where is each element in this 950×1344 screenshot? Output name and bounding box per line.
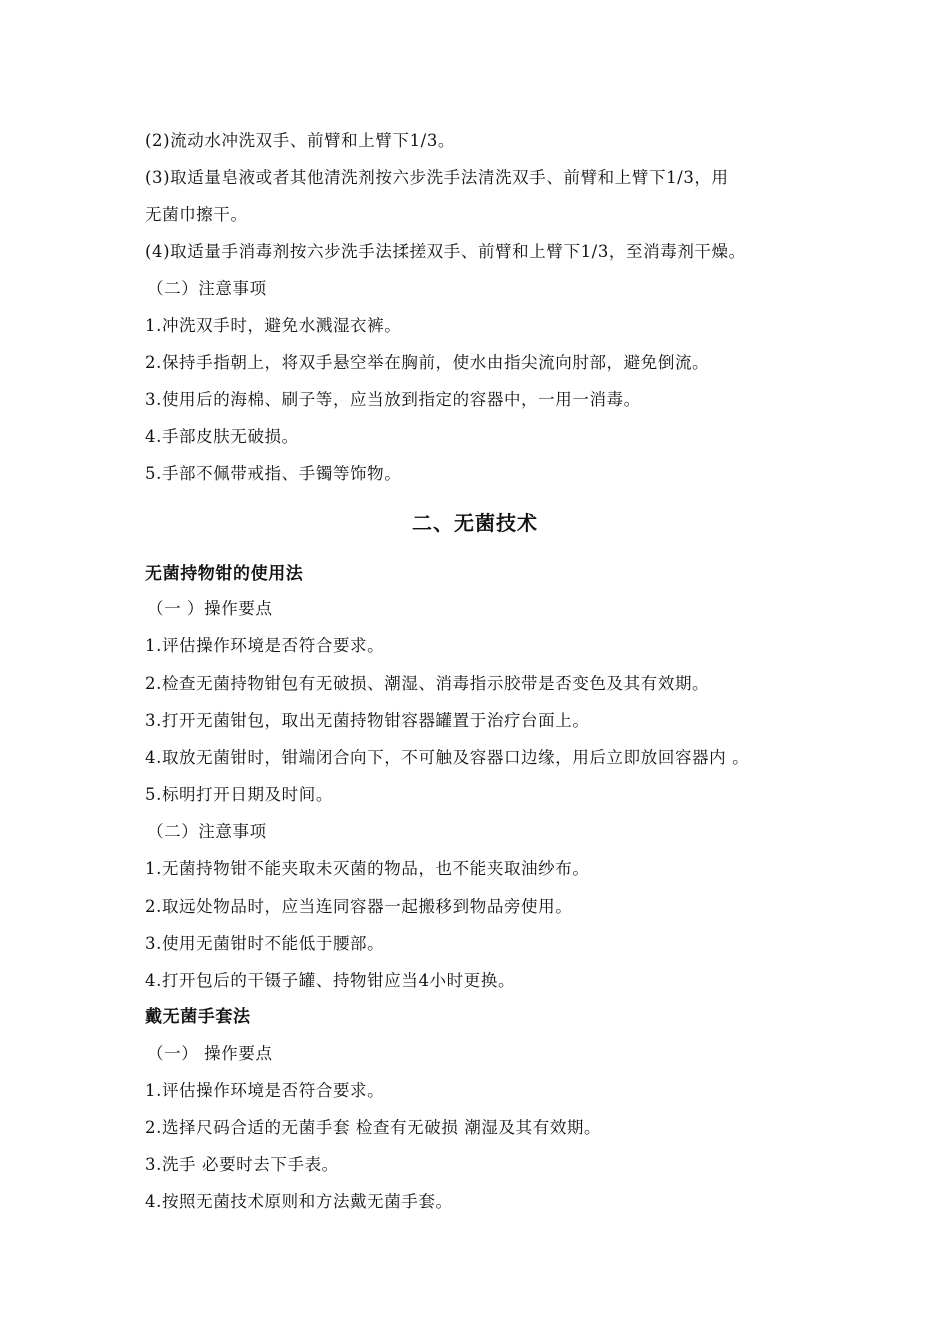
list-item: 1.无菌持物钳不能夹取未灭菌的物品，也不能夹取油纱布。: [145, 859, 590, 878]
list-item: 5.手部不佩带戒指、手镯等饰物。: [145, 464, 402, 483]
list-item: 1.评估操作环境是否符合要求。: [145, 1081, 385, 1100]
subsection-label: （二）注意事项: [147, 822, 267, 841]
subsection-label: （二）注意事项: [147, 279, 267, 298]
paragraph-line: (2)流动水冲洗双手、前臂和上臂下1/3。: [145, 131, 456, 150]
list-item: 4.手部皮肤无破损。: [145, 427, 299, 446]
forceps-title: 无菌持物钳的使用法: [145, 564, 304, 584]
paragraph-line: (4)取适量手消毒剂按六步洗手法揉搓双手、前臂和上臂下1/3，至消毒剂干燥。: [145, 242, 746, 261]
subsection-label: （一） 操作要点: [147, 1044, 273, 1063]
subsection-label: （一 ）操作要点: [147, 599, 273, 618]
list-item: 2.取远处物品时，应当连同容器一起搬移到物品旁使用。: [145, 897, 573, 916]
paragraph-line: (3)取适量皂液或者其他清洗剂按六步洗手法清洗双手、前臂和上臂下1/3，用: [145, 168, 729, 187]
list-item: 4.打开包后的干镊子罐、持物钳应当4小时更换。: [145, 971, 516, 990]
list-item: 5.标明打开日期及时间。: [145, 785, 333, 804]
list-item: 3.使用无菌钳时不能低于腰部。: [145, 934, 385, 953]
list-item: 3.打开无菌钳包，取出无菌持物钳容器罐置于治疗台面上。: [145, 711, 590, 730]
paragraph-line: 无菌巾擦干。: [145, 205, 248, 224]
list-item: 4.取放无菌钳时，钳端闭合向下，不可触及容器口边缘，用后立即放回容器内 。: [145, 748, 750, 767]
list-item: 1.冲洗双手时，避免水溅湿衣裤。: [145, 316, 402, 335]
list-item: 2.检查无菌持物钳包有无破损、潮湿、消毒指示胶带是否变色及其有效期。: [145, 674, 710, 693]
list-item: 4.按照无菌技术原则和方法戴无菌手套。: [145, 1192, 453, 1211]
list-item: 2.保持手指朝上，将双手悬空举在胸前，使水由指尖流向肘部，避免倒流。: [145, 353, 710, 372]
section-heading: 二、无菌技术: [412, 511, 538, 535]
gloves-title: 戴无菌手套法: [145, 1007, 251, 1027]
list-item: 3.使用后的海棉、刷子等，应当放到指定的容器中，一用一消毒。: [145, 390, 641, 409]
list-item: 3.洗手 必要时去下手表。: [145, 1155, 339, 1174]
list-item: 2.选择尺码合适的无菌手套 检查有无破损 潮湿及其有效期。: [145, 1118, 602, 1137]
list-item: 1.评估操作环境是否符合要求。: [145, 636, 385, 655]
